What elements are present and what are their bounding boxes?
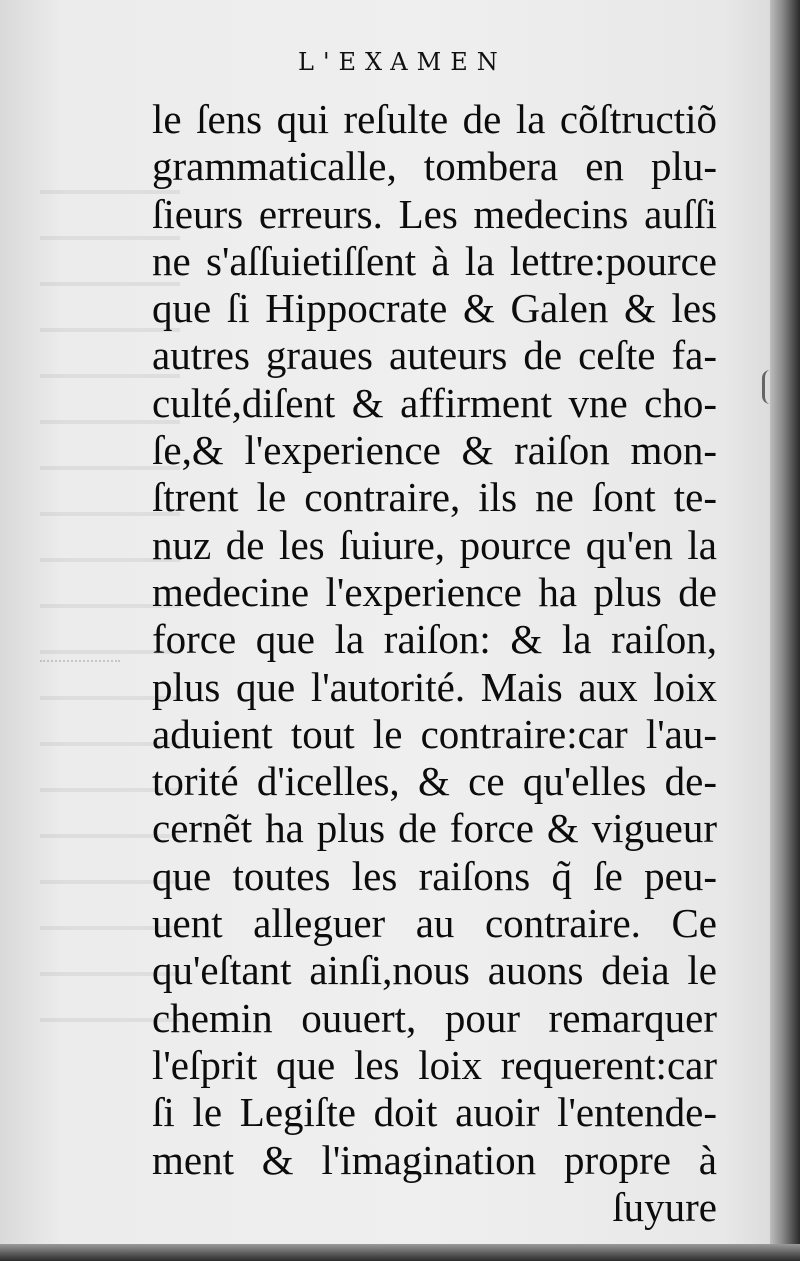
body-text	[152, 96, 717, 1231]
text-line: ſi le Legiſte doit auoir l'entende-	[152, 1089, 717, 1136]
text-line: que toutes les raiſons q̃ ſe peu-	[152, 852, 717, 899]
text-line: ment & l'imagination propre à	[152, 1136, 717, 1183]
margin-show-through	[40, 640, 120, 662]
text-line: le ſens qui reſulte de la cõſtructiõ	[152, 96, 717, 142]
text-line: ſieurs erreurs. Les medecins auſſi	[152, 190, 717, 237]
text-line: force que la raiſon: & la raiſon,	[152, 616, 717, 663]
text-line: torité d'icelles, & ce qu'elles de-	[152, 758, 717, 805]
text-line: qu'eſtant ainſi,nous auons deia le	[152, 947, 717, 994]
catchword: ſuyure	[612, 1183, 717, 1230]
text-line: culté,diſent & affirment vne cho-	[152, 379, 717, 426]
text-line: grammaticalle, tombera en plu-	[152, 143, 717, 190]
text-line: plus que l'autorité. Mais aux loix	[152, 663, 717, 710]
bottom-edge-shadow	[0, 1244, 800, 1261]
text-line: chemin ouuert, pour remarquer	[152, 994, 717, 1041]
text-line: medecine l'experience ha plus de	[152, 568, 717, 615]
text-line: ne s'aſſuietiſſent à la lettre:pource	[152, 237, 717, 284]
text-line: aduient tout le contraire:car l'au-	[152, 710, 717, 757]
text-line: que ſi Hippocrate & Galen & les	[152, 285, 717, 332]
text-line: cernẽt ha plus de force & vigueur	[152, 805, 717, 852]
text-line: nuz de les ſuiure, pource qu'en la	[152, 521, 717, 568]
binding-mark	[762, 370, 770, 404]
running-title: L'EXAMEN	[298, 48, 507, 76]
gutter-shadow	[770, 0, 800, 1261]
text-line: ſe,& l'experience & raiſon mon-	[152, 427, 717, 474]
text-line: ſtrent le contraire, ils ne ſont te-	[152, 474, 717, 521]
text-line: l'eſprit que les loix requerent:car	[152, 1041, 717, 1088]
text-line: uent alleguer au contraire. Ce	[152, 900, 717, 947]
text-line: autres graues auteurs de ceſte fa-	[152, 332, 717, 379]
